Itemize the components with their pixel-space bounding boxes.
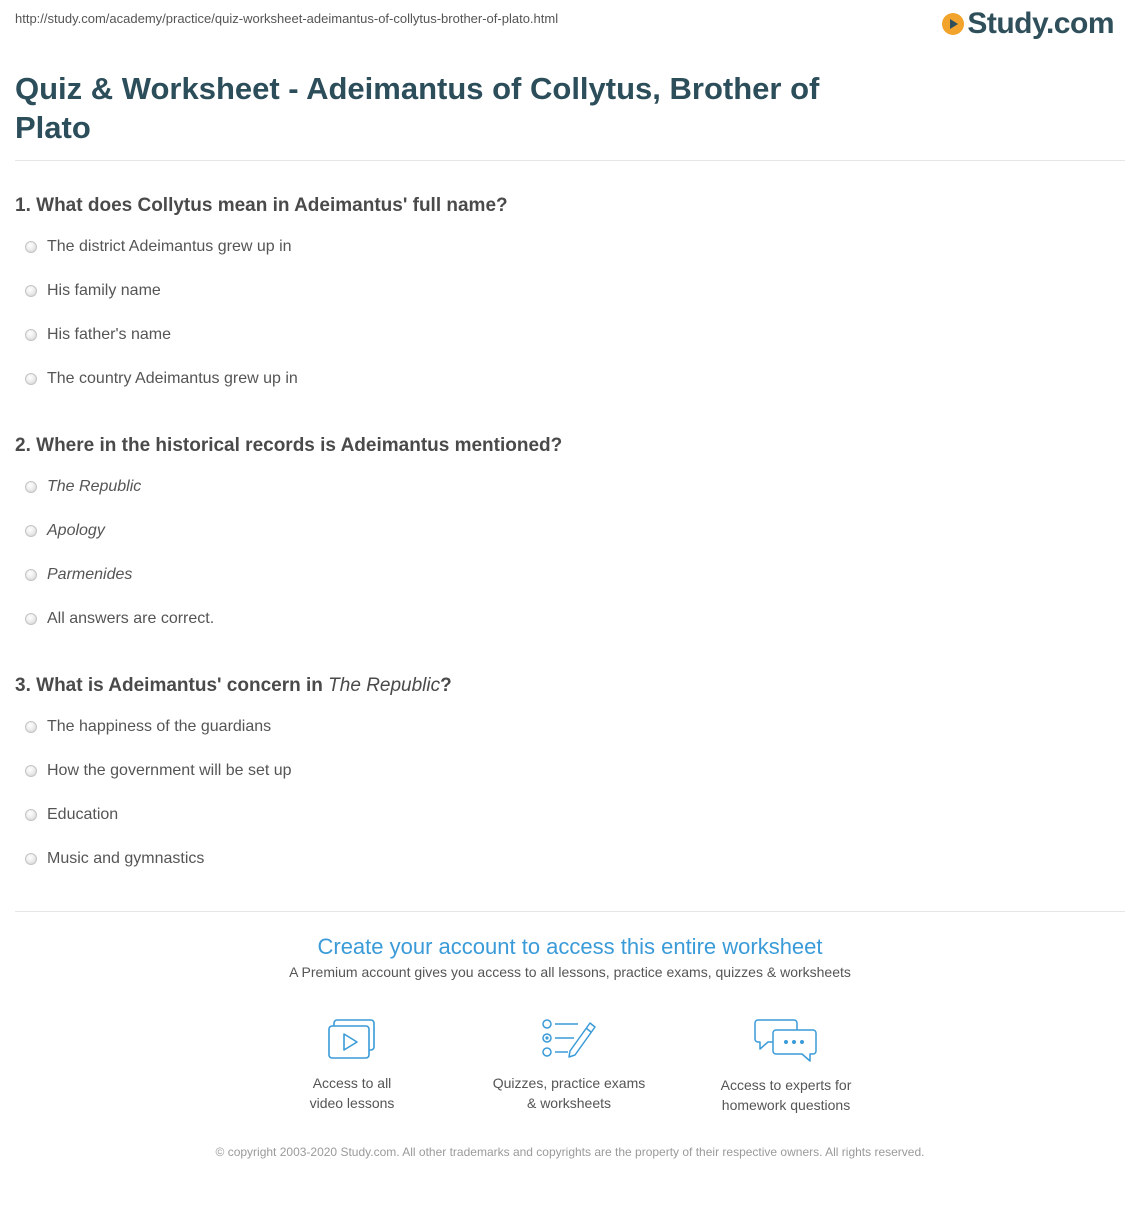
question-prompt: What is Adeimantus' concern in	[36, 675, 329, 696]
question-prompt: What does Collytus mean in Adeimantus' full name?	[36, 195, 508, 216]
chat-bubbles-icon	[754, 1017, 818, 1063]
feature-label	[686, 1075, 886, 1115]
feature-quizzes	[469, 1017, 669, 1113]
answer-options	[15, 716, 1115, 892]
answer-option[interactable]	[15, 280, 1115, 324]
question-prompt: Where in the historical records is Adeimantus mentioned?	[36, 435, 563, 456]
question-italic-title: The Republic	[328, 675, 441, 696]
answer-options	[15, 476, 1115, 652]
answer-option[interactable]	[15, 760, 1115, 804]
radio-button-icon[interactable]	[25, 569, 37, 581]
answer-label: Apology	[47, 522, 105, 539]
title-divider	[15, 160, 1125, 161]
premium-description: A Premium account gives you access to all lessons, practice exams, quizzes & worksheets	[289, 964, 851, 980]
feature-label-line: & worksheets	[526, 1095, 612, 1111]
radio-button-icon[interactable]	[25, 613, 37, 625]
feature-label	[252, 1073, 452, 1113]
answer-option[interactable]	[15, 848, 1115, 892]
feature-experts	[686, 1017, 886, 1115]
page-title: Quiz & Worksheet - Adeimantus of Collytus, Brother of Plato	[15, 71, 820, 145]
question-text	[15, 193, 1115, 219]
answer-option[interactable]	[15, 716, 1115, 760]
answer-option[interactable]	[15, 608, 1115, 652]
answer-label: His family name	[47, 282, 161, 299]
answer-label: Education	[47, 806, 119, 823]
quiz-checklist-icon	[540, 1017, 598, 1061]
question-number: 2.	[15, 435, 31, 456]
question-number: 3.	[15, 675, 31, 696]
answer-option[interactable]	[15, 564, 1115, 608]
answer-label: How the government will be set up	[47, 762, 292, 779]
logo-text: Study.com	[967, 7, 1114, 40]
study-logo[interactable]	[942, 6, 1114, 42]
answer-label: The Republic	[47, 478, 142, 495]
top-bar	[0, 0, 1140, 50]
feature-label-line: Access to all	[312, 1075, 392, 1091]
answer-option[interactable]	[15, 520, 1115, 564]
video-lessons-icon	[326, 1017, 378, 1061]
question-text	[15, 433, 1115, 459]
feature-label-line: Quizzes, practice exams	[492, 1075, 646, 1091]
answer-option[interactable]	[15, 236, 1115, 280]
copyright-notice: © copyright 2003-2020 Study.com. All other trademarks and copyrights are the property of their respective owners. All rights reserved.	[215, 1145, 925, 1159]
feature-video-lessons	[252, 1017, 452, 1113]
answer-label: Parmenides	[47, 566, 133, 583]
answer-label: His father's name	[47, 326, 171, 343]
feature-label-line: video lessons	[309, 1095, 395, 1111]
question-1	[15, 193, 1115, 412]
answer-label: The country Adeimantus grew up in	[47, 370, 298, 387]
answer-label: The district Adeimantus grew up in	[47, 238, 292, 255]
radio-button-icon[interactable]	[25, 525, 37, 537]
answer-options	[15, 236, 1115, 412]
question-text	[15, 673, 1115, 699]
answer-option[interactable]	[15, 476, 1115, 520]
feature-label-line: Access to experts for	[720, 1077, 852, 1093]
radio-button-icon[interactable]	[25, 373, 37, 385]
radio-button-icon[interactable]	[25, 765, 37, 777]
feature-label-line: homework questions	[721, 1097, 851, 1113]
question-number: 1.	[15, 195, 31, 216]
answer-label: All answers are correct.	[47, 610, 215, 627]
radio-button-icon[interactable]	[25, 241, 37, 253]
answer-option[interactable]	[15, 324, 1115, 368]
page-url: http://study.com/academy/practice/quiz-worksheet-adeimantus-of-collytus-brother-of-plato.html	[15, 11, 559, 26]
radio-button-icon[interactable]	[25, 285, 37, 297]
answer-option[interactable]	[15, 804, 1115, 848]
radio-button-icon[interactable]	[25, 481, 37, 493]
question-punctuation: ?	[440, 675, 452, 696]
question-2	[15, 433, 1115, 652]
answer-option[interactable]	[15, 368, 1115, 412]
play-logo-icon	[942, 13, 964, 35]
create-account-link[interactable]: Create your account to access this entire worksheet	[317, 934, 823, 959]
radio-button-icon[interactable]	[25, 329, 37, 341]
answer-label: The happiness of the guardians	[47, 718, 272, 735]
radio-button-icon[interactable]	[25, 809, 37, 821]
cta-divider	[15, 911, 1125, 912]
radio-button-icon[interactable]	[25, 853, 37, 865]
radio-button-icon[interactable]	[25, 721, 37, 733]
feature-label	[469, 1073, 669, 1113]
answer-label: Music and gymnastics	[47, 850, 205, 867]
question-3	[15, 673, 1115, 892]
